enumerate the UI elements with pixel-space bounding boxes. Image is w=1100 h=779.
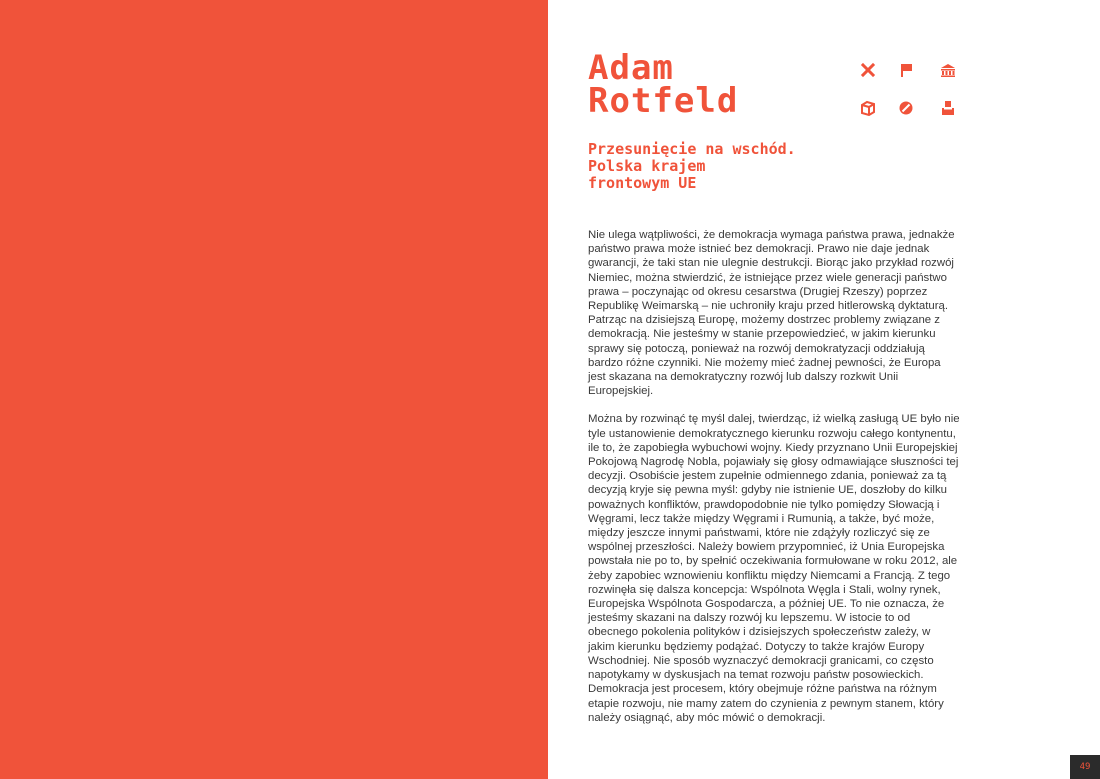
article-title-line-3: frontowym UE [588,174,697,192]
ballot-box-icon [938,98,958,118]
text-page [548,0,1100,779]
paragraph: Można by rozwinąć tę myśl dalej, twierdząc, iż wielką zasługą UE było nie tyle ustanowienie demokratycznego kierunku rozwoju całego kontynentu, ile to, że zapobiegła wybuchowi wojny. Kiedy przyznano Unii Europejskiej Pokojową Nagrodę Nobla, pojawiały się głosy odmawiające słuszności tej decyzji. Osobiście jestem zupełnie odmiennego zdania, ponieważ za tą decyzją kryje się pewna myśl: gdyby nie istnienie UE, doszłoby do kilku poważnych konfliktów, prawdopodobnie nie tylko pomiędzy Słowacją i Węgrami, lecz także między Węgrami i Rumunią, a także, być może, między jeszcze innymi państwami, które nie zdążyły rozliczyć się ze wspólnej przeszłości. Należy bowiem przypomnieć, iż Unia Europejska powstała nie po to, by spełnić oczekiwania formułowane w roku 2012, ale żeby zapobiec wznowieniu konfliktu między Niemcami a Francją. Z tego rozwinęła się dalsza koncepcja: Wspólnota Węgla i Stali, wolny rynek, Europejska Wspólnota Gospodarcza, a później UE. To nie oznacza, że jesteśmy skazani na dalszy rozwój ku lepszemu. W istocie to od obecnego pokolenia polityków i dzisiejszych społeczeństw zależy, w jakim kierunku będziemy podążać. Dotyczy to także krajów Europy Wschodniej. Nie sposób wyznaczyć demokracji granicami, co często napotykamy w dyskusjach na temat rozwoju państw posowieckich. Demokracja jest procesem, który obejmuje różne państwa na różnym etapie rozwoju, nie mamy zatem do czynienia z pewnym stanem, który należy osiągnąć, aby móc mówić o demokracji. [588,413,960,724]
cube-icon [858,98,878,118]
paragraph: Nie ulega wątpliwości, że demokracja wymaga państwa prawa, jednakże państwo prawa może istnieć bez demokracji. Prawo nie daje jednak gwarancji, że taki stan nie ulegnie destrukcji. Biorąc jako przykład rozwój Niemiec, można stwierdzić, że istniejące przez wiele generacji państwo prawa – poczynając od okresu cesarstwa (Drugiej Rzeszy) poprzez Republikę Weimarską – nie uchroniły kraju przed hitlerowską dyktaturą. Patrząc na dzisiejszą Europę, możemy dostrzec problemy związane z demokracją. Nie jesteśmy w stanie przepowiedzieć, w jakim kierunku sprawy się potoczą, ponieważ na rozwój demokratyzacji oddziałują bardzo różne czynniki. Nie możemy mieć żadnej pewności, że Europa jest skazana na demokratyczny rozwój lub dalszy rozkwit Unii Europejskiej. [588,229,955,398]
article-title [588,141,868,192]
page-number: 49 [1070,755,1100,779]
author-name [588,48,739,121]
article-title-line-1: Przesunięcie na wschód. [588,140,796,158]
parliament-icon [938,60,958,80]
flag-icon [896,60,916,80]
decorative-color-panel [0,0,548,779]
article-body [588,228,960,739]
cross-icon [858,60,878,80]
article-title-line-2: Polska krajem [588,157,706,175]
author-last-name: Rotfeld [588,81,739,121]
author-first-name: Adam [588,48,674,88]
prohibited-icon [896,98,916,118]
topic-icons [856,60,968,120]
